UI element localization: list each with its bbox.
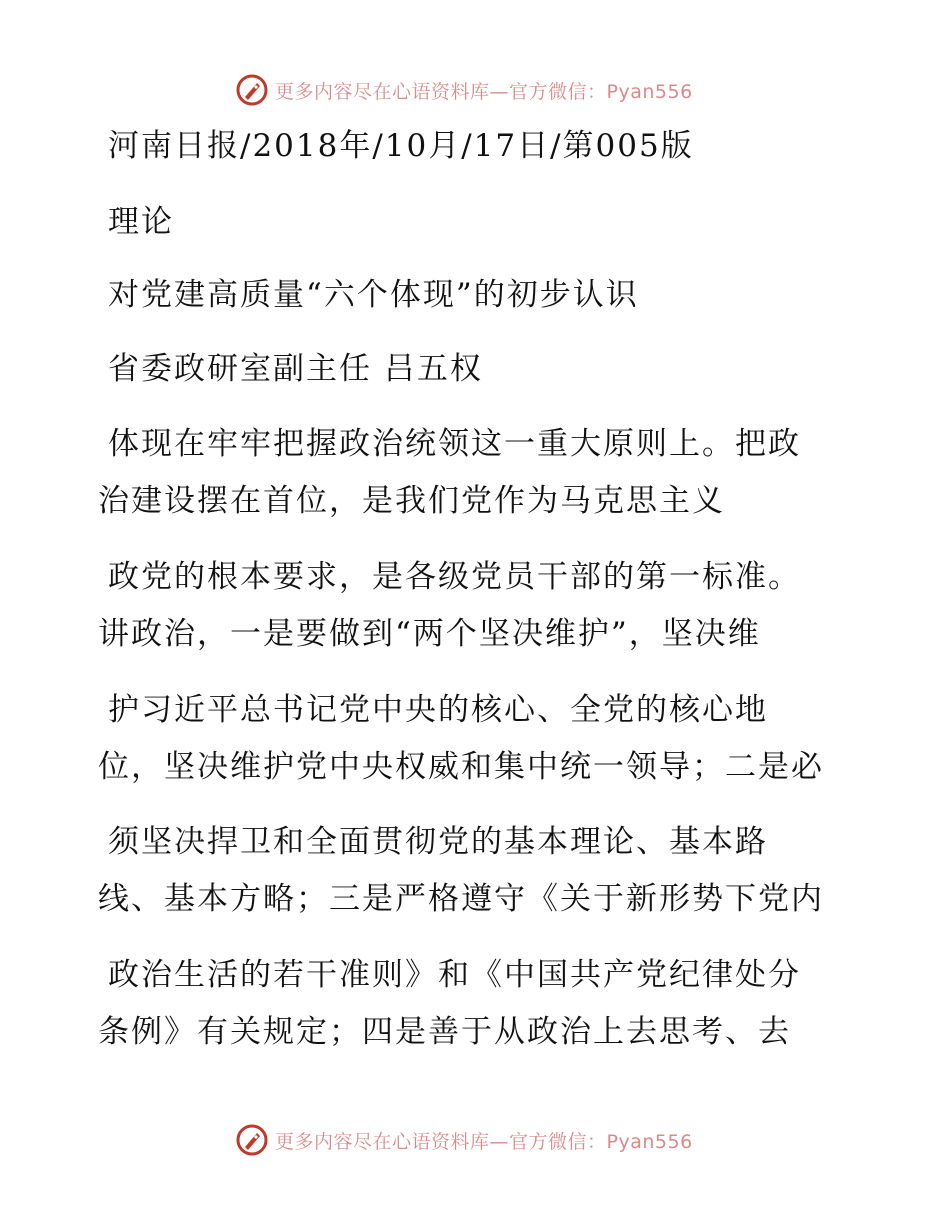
pen-nib-logo-icon bbox=[235, 1123, 269, 1157]
source-line: 河南日报/2018年/10月/17日/第005版 bbox=[108, 128, 694, 164]
body-line: 条例》有关规定；四是善于从政治上去思考、去 bbox=[98, 1014, 791, 1050]
body-line: 讲政治，一是要做到“两个坚决维护”，坚决维 bbox=[98, 616, 761, 652]
watermark-text: 更多内容尽在心语资料库—官方微信：Pyan556 bbox=[275, 1130, 693, 1153]
author-line: 省委政研室副主任 吕五权 bbox=[108, 351, 483, 387]
body-line: 须坚决捍卫和全面贯彻党的基本理论、基本路 bbox=[108, 824, 768, 860]
pen-nib-logo-icon bbox=[235, 73, 269, 107]
body-line: 体现在牢牢把握政治统领这一重大原则上。把政 bbox=[108, 426, 801, 462]
watermark-text: 更多内容尽在心语资料库—官方微信：Pyan556 bbox=[275, 80, 693, 103]
body-line: 护习近平总书记党中央的核心、全党的核心地 bbox=[108, 692, 768, 728]
body-line: 治建设摆在首位，是我们党作为马克思主义 bbox=[98, 483, 725, 519]
watermark-bottom bbox=[235, 1122, 693, 1158]
section-label: 理论 bbox=[108, 204, 174, 240]
body-line: 线、基本方略；三是严格遵守《关于新形势下党内 bbox=[98, 881, 824, 917]
body-line: 位，坚决维护党中央权威和集中统一领导；二是必 bbox=[98, 749, 824, 785]
watermark-top bbox=[235, 72, 693, 108]
body-line: 政党的根本要求，是各级党员干部的第一标准。 bbox=[108, 559, 801, 595]
body-line: 政治生活的若干准则》和《中国共产党纪律处分 bbox=[108, 957, 801, 993]
article-title: 对党建高质量“六个体现”的初步认识 bbox=[108, 277, 639, 313]
